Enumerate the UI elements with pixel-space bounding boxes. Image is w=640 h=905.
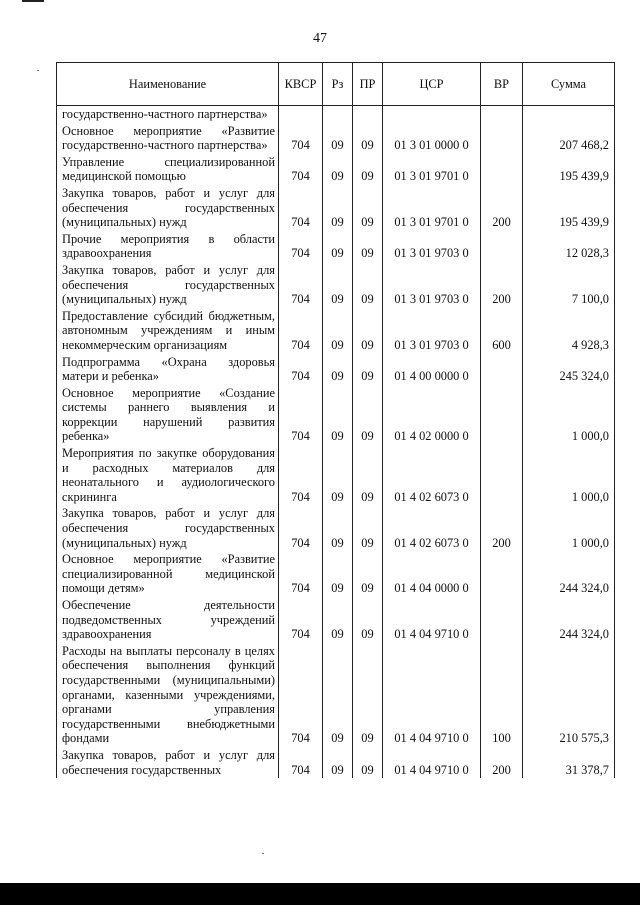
row-kvsr: 704 (279, 597, 323, 643)
row-pr: 09 (353, 123, 383, 154)
row-pr: 09 (353, 154, 383, 185)
row-name (57, 445, 279, 505)
row-vr: 200 (481, 505, 523, 551)
row-vr (481, 231, 523, 262)
row-pr: 09 (353, 308, 383, 354)
row-vr (481, 385, 523, 445)
row-csr: 01 4 04 9710 0 (383, 643, 481, 747)
row-pr: 09 (353, 385, 383, 445)
row-name-text: Закупка товаров, работ и услуг для обеспечения государственных (муниципальных) нужд (62, 506, 275, 550)
table-row (57, 505, 615, 551)
header-name: Наименование (57, 63, 279, 106)
row-sum: 12 028,3 (523, 231, 615, 262)
row-pr (353, 106, 383, 123)
row-vr (481, 597, 523, 643)
row-vr: 100 (481, 643, 523, 747)
row-name (57, 385, 279, 445)
row-csr: 01 4 02 6073 0 (383, 505, 481, 551)
row-vr: 200 (481, 262, 523, 308)
row-rz: 09 (323, 505, 353, 551)
row-csr: 01 4 02 6073 0 (383, 445, 481, 505)
row-sum: 210 575,3 (523, 643, 615, 747)
row-sum: 195 439,9 (523, 154, 615, 185)
row-kvsr (279, 106, 323, 123)
table-row (57, 308, 615, 354)
row-kvsr: 704 (279, 747, 323, 778)
row-vr (481, 154, 523, 185)
header-sum: Сумма (523, 63, 615, 106)
row-vr: 200 (481, 185, 523, 231)
row-kvsr: 704 (279, 643, 323, 747)
row-kvsr: 704 (279, 262, 323, 308)
row-sum: 244 324,0 (523, 597, 615, 643)
row-sum: 1 000,0 (523, 505, 615, 551)
row-rz: 09 (323, 643, 353, 747)
header-pr: ПР (353, 63, 383, 106)
header-kvsr: КВСР (279, 63, 323, 106)
budget-table (56, 62, 615, 778)
row-name (57, 123, 279, 154)
row-name-text: государственно-частного партнерства» (62, 107, 268, 121)
row-rz: 09 (323, 354, 353, 385)
row-rz: 09 (323, 551, 353, 597)
scan-speck (262, 853, 264, 854)
table-row (57, 123, 615, 154)
row-sum (523, 106, 615, 123)
row-pr: 09 (353, 262, 383, 308)
row-name-text: Управление специализированной медицинской помощью (62, 154, 275, 184)
row-name (57, 231, 279, 262)
table-row (57, 262, 615, 308)
row-pr: 09 (353, 505, 383, 551)
row-kvsr: 704 (279, 123, 323, 154)
row-pr: 09 (353, 231, 383, 262)
row-name (57, 597, 279, 643)
row-vr (481, 551, 523, 597)
row-vr (481, 106, 523, 123)
row-name-text: Расходы на выплаты персоналу в целях обеспечения выполнения функций государственными (муниципальными) органами, казенными учреждениями, органами управления государственными внебюджетными фондами (62, 643, 275, 746)
row-sum: 31 378,7 (523, 747, 615, 778)
page-number: 47 (313, 31, 327, 46)
row-name-text: Обеспечение деятельности подведомственных учреждений здравоохранения (62, 598, 275, 642)
row-csr: 01 4 00 0000 0 (383, 354, 481, 385)
scan-mark (22, 0, 44, 2)
row-rz: 09 (323, 308, 353, 354)
table-body (57, 106, 615, 779)
row-sum: 7 100,0 (523, 262, 615, 308)
row-kvsr: 704 (279, 185, 323, 231)
table-row (57, 551, 615, 597)
row-name (57, 185, 279, 231)
row-csr (383, 106, 481, 123)
table-row (57, 747, 615, 778)
row-sum: 207 468,2 (523, 123, 615, 154)
row-vr: 600 (481, 308, 523, 354)
row-rz: 09 (323, 262, 353, 308)
table-row (57, 185, 615, 231)
row-pr: 09 (353, 185, 383, 231)
row-kvsr: 704 (279, 445, 323, 505)
table-row (57, 154, 615, 185)
row-kvsr: 704 (279, 354, 323, 385)
header-vr: ВР (481, 63, 523, 106)
table-row (57, 385, 615, 445)
row-sum: 195 439,9 (523, 185, 615, 231)
row-csr: 01 4 04 9710 0 (383, 747, 481, 778)
row-kvsr: 704 (279, 505, 323, 551)
row-sum: 245 324,0 (523, 354, 615, 385)
row-rz: 09 (323, 154, 353, 185)
row-rz (323, 106, 353, 123)
row-name-text: Подпрограмма «Охрана здоровья матери и ребенка» (62, 354, 275, 384)
row-name-text: Закупка товаров, работ и услуг для обеспечения государственных (62, 747, 275, 777)
row-name-text: Мероприятия по закупке оборудования и расходных материалов для неонатального и аудиологического скрининга (62, 446, 275, 504)
header-rz: Рз (323, 63, 353, 106)
row-name (57, 308, 279, 354)
row-name (57, 551, 279, 597)
row-name-text: Основное мероприятие «Создание системы раннего выявления и коррекции нарушений развития ребенка» (62, 385, 275, 444)
row-pr: 09 (353, 445, 383, 505)
row-pr: 09 (353, 597, 383, 643)
row-name (57, 643, 279, 747)
row-pr: 09 (353, 747, 383, 778)
row-pr: 09 (353, 354, 383, 385)
row-rz: 09 (323, 445, 353, 505)
row-name (57, 354, 279, 385)
row-pr: 09 (353, 643, 383, 747)
row-sum: 1 000,0 (523, 445, 615, 505)
row-vr (481, 354, 523, 385)
row-csr: 01 4 02 0000 0 (383, 385, 481, 445)
row-rz: 09 (323, 597, 353, 643)
row-vr (481, 123, 523, 154)
row-name (57, 747, 279, 778)
table-row (57, 597, 615, 643)
table-row (57, 354, 615, 385)
row-kvsr: 704 (279, 385, 323, 445)
row-csr: 01 3 01 9703 0 (383, 231, 481, 262)
row-name-text: Основное мероприятие «Развитие государственно-частного партнерства» (62, 123, 275, 153)
table-row (57, 643, 615, 747)
row-kvsr: 704 (279, 231, 323, 262)
row-csr: 01 4 04 0000 0 (383, 551, 481, 597)
row-name (57, 505, 279, 551)
row-pr: 09 (353, 551, 383, 597)
header-csr: ЦСР (383, 63, 481, 106)
table-row (57, 231, 615, 262)
table-row (57, 445, 615, 505)
row-vr (481, 445, 523, 505)
row-name-text: Основное мероприятие «Развитие специализированной медицинской помощи детям» (62, 552, 275, 596)
row-kvsr: 704 (279, 154, 323, 185)
scan-border (0, 883, 640, 905)
row-sum: 1 000,0 (523, 385, 615, 445)
row-kvsr: 704 (279, 551, 323, 597)
row-rz: 09 (323, 385, 353, 445)
row-rz: 09 (323, 185, 353, 231)
row-csr: 01 3 01 9701 0 (383, 154, 481, 185)
table-row (57, 106, 615, 123)
row-csr: 01 3 01 9701 0 (383, 185, 481, 231)
row-csr: 01 3 01 9703 0 (383, 262, 481, 308)
row-csr: 01 3 01 9703 0 (383, 308, 481, 354)
table-header-row (57, 63, 615, 106)
row-name-text: Прочие мероприятия в области здравоохранения (62, 231, 275, 261)
row-rz: 09 (323, 231, 353, 262)
row-sum: 4 928,3 (523, 308, 615, 354)
row-name (57, 154, 279, 185)
row-name (57, 262, 279, 308)
row-csr: 01 3 01 0000 0 (383, 123, 481, 154)
row-csr: 01 4 04 9710 0 (383, 597, 481, 643)
row-name-text: Закупка товаров, работ и услуг для обеспечения государственных (муниципальных) нужд (62, 185, 275, 230)
scan-speck (37, 70, 39, 71)
row-name-text: Закупка товаров, работ и услуг для обеспечения государственных (муниципальных) нужд (62, 262, 275, 307)
row-name (57, 106, 279, 123)
row-name-text: Предоставление субсидий бюджетным, автономным учреждениям и иным некоммерческим организациям (62, 308, 275, 352)
row-rz: 09 (323, 123, 353, 154)
row-sum: 244 324,0 (523, 551, 615, 597)
row-vr: 200 (481, 747, 523, 778)
row-rz: 09 (323, 747, 353, 778)
row-kvsr: 704 (279, 308, 323, 354)
